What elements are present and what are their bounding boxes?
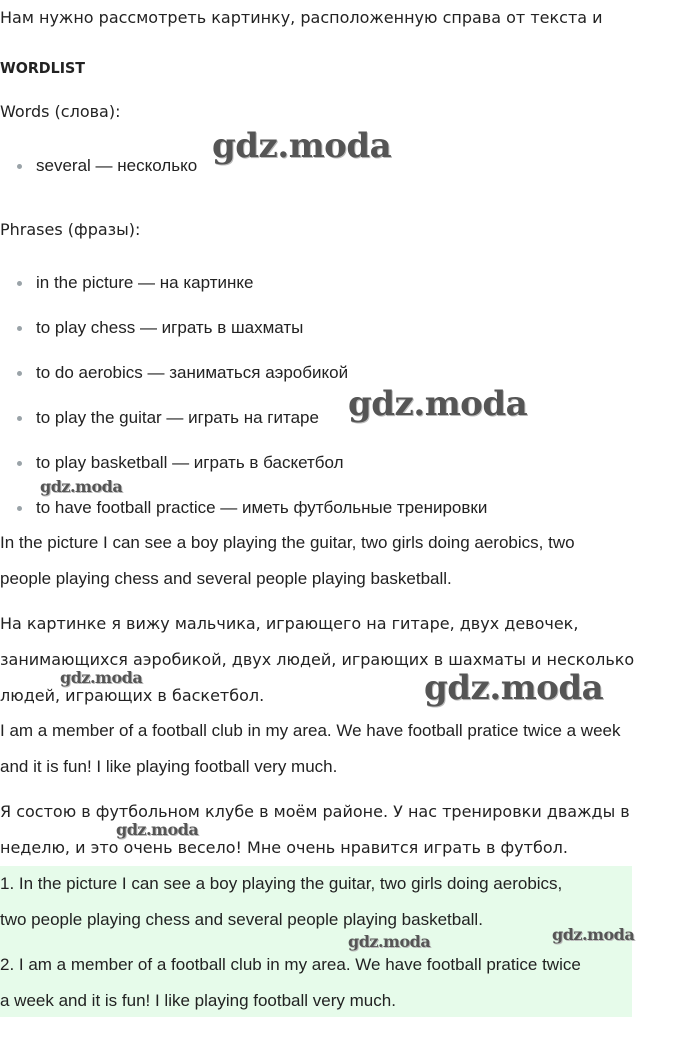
paragraph-line: занимающихся аэробикой, двух людей, играющих в шахматы и несколько <box>0 650 635 669</box>
list-item: several — несколько <box>0 148 197 184</box>
answer-line: two people playing chess and several people playing basketball. <box>0 910 483 929</box>
watermark-logo: gdz.moda <box>60 668 143 687</box>
wordlist-heading: WORDLIST <box>0 59 86 77</box>
list-item: to play the guitar — играть на гитаре <box>0 400 487 445</box>
paragraph-line: and it is fun! I like playing football very much. <box>0 757 338 776</box>
list-item: to have football practice — иметь футбольные тренировки <box>0 490 487 526</box>
list-item: in the picture — на картинке <box>0 265 487 310</box>
paragraph-line: людей, играющих в баскетбол. <box>0 686 265 705</box>
paragraph-line: Я состою в футбольном клубе в моём районе. У нас тренировки дважды в <box>0 802 630 821</box>
phrases-label: Phrases (фразы): <box>0 220 141 239</box>
list-item: to play chess — играть в шахматы <box>0 310 487 355</box>
answer-line: 2. I am a member of a football club in my area. We have football pratice twice <box>0 955 581 974</box>
answer-block <box>0 866 635 1017</box>
paragraph-line: I am a member of a football club in my area. We have football pratice twice a week <box>0 721 621 740</box>
watermark-logo: gdz.moda <box>212 126 392 166</box>
intro-text: Нам нужно рассмотреть картинку, расположенную справа от текста и <box>0 8 603 27</box>
answer-line: 1. In the picture I can see a boy playing the guitar, two girls doing aerobics, <box>0 874 563 893</box>
watermark-logo: gdz.moda <box>552 925 635 944</box>
answer-line: a week and it is fun! I like playing football very much. <box>0 991 396 1010</box>
list-item: to play basketball — играть в баскетбол <box>0 445 487 490</box>
words-list <box>0 148 197 184</box>
paragraph-line: неделю, и это очень весело! Мне очень нравится играть в футбол. <box>0 838 568 857</box>
watermark-logo: gdz.moda <box>116 820 199 839</box>
watermark-logo: gdz.moda <box>348 384 528 424</box>
words-label: Words (слова): <box>0 102 121 121</box>
paragraph-line: people playing chess and several people playing basketball. <box>0 569 452 588</box>
watermark-logo: gdz.moda <box>40 477 123 496</box>
watermark-logo: gdz.moda <box>424 668 604 708</box>
paragraph-line: На картинке я вижу мальчика, играющего на гитаре, двух девочек, <box>0 614 579 633</box>
watermark-logo: gdz.moda <box>348 932 431 951</box>
paragraph-line: In the picture I can see a boy playing the guitar, two girls doing aerobics, two <box>0 533 575 552</box>
list-item: to do aerobics — заниматься аэробикой <box>0 355 487 400</box>
